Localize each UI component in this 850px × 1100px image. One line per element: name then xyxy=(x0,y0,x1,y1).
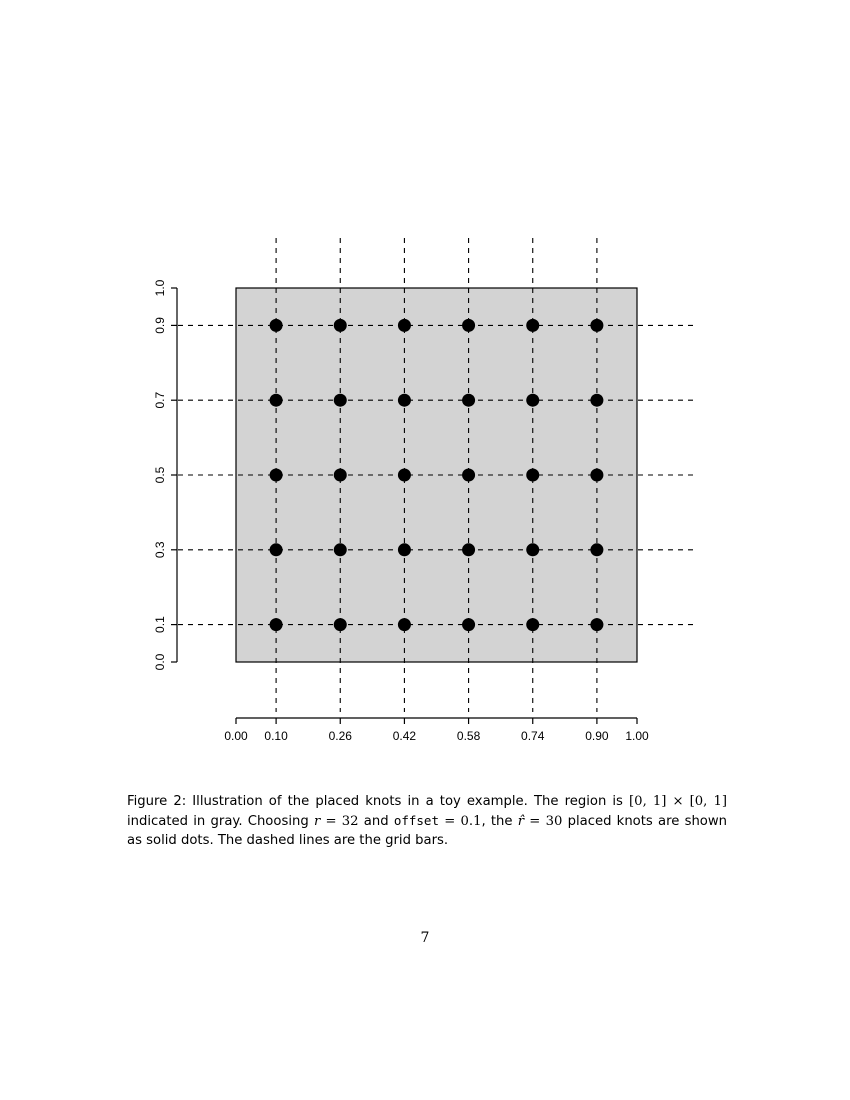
x-tick-label: 0.42 xyxy=(392,729,417,743)
caption-math-offset-value: = 0.1 xyxy=(438,814,482,829)
caption-math-rhat: r̂ xyxy=(517,814,525,829)
knot-dot xyxy=(462,469,475,482)
knot-dot xyxy=(270,543,283,556)
caption-text: placed knots are shown as solid dots. The dashed lines are the grid bars. xyxy=(127,814,728,848)
knot-dot xyxy=(526,394,539,407)
knot-dot xyxy=(526,618,539,631)
caption-code-offset: offset xyxy=(393,813,439,828)
caption-math-r: r xyxy=(313,814,321,829)
y-tick-label: 0.3 xyxy=(153,541,168,559)
y-tick-label: 0.9 xyxy=(153,317,168,334)
knot-dot xyxy=(334,469,347,482)
caption-math-region: [0, 1] × [0, 1] xyxy=(629,794,727,809)
gray-region xyxy=(236,288,637,662)
knot-dot xyxy=(270,319,283,332)
y-tick-label: 0.1 xyxy=(153,616,168,633)
x-tick-label: 0.74 xyxy=(521,729,545,743)
knot-dot xyxy=(334,543,347,556)
caption-math-rhat-value: = 30 xyxy=(524,814,563,829)
x-tick-label: 0.00 xyxy=(224,729,248,743)
x-tick-label: 1.00 xyxy=(625,729,649,743)
x-tick-label: 0.10 xyxy=(264,729,288,743)
knot-dot xyxy=(526,469,539,482)
knot-dot xyxy=(398,394,411,407)
x-axis xyxy=(224,718,649,743)
knot-dot xyxy=(398,618,411,631)
y-axis xyxy=(153,279,177,670)
knot-dot xyxy=(398,319,411,332)
knot-dot xyxy=(590,394,603,407)
knot-dot xyxy=(270,469,283,482)
knot-dot xyxy=(334,618,347,631)
knot-dot xyxy=(590,319,603,332)
knot-dot xyxy=(462,618,475,631)
knot-dot xyxy=(590,543,603,556)
caption-text: , the xyxy=(481,814,518,829)
x-tick-label: 0.90 xyxy=(585,729,609,743)
x-tick-label: 0.26 xyxy=(328,729,352,743)
knot-dot xyxy=(462,319,475,332)
y-tick-label: 1.0 xyxy=(153,279,168,297)
knot-dot xyxy=(334,394,347,407)
knot-dot xyxy=(270,618,283,631)
x-tick-label: 0.58 xyxy=(456,729,481,743)
knot-dot xyxy=(334,319,347,332)
caption-text: indicated in gray. Choosing xyxy=(127,814,314,829)
caption-math-r-value: = 32 xyxy=(320,814,359,829)
knot-dot xyxy=(462,543,475,556)
knot-dot xyxy=(462,394,475,407)
knot-dot xyxy=(526,543,539,556)
figure-caption xyxy=(127,792,727,850)
y-tick-label: 0.7 xyxy=(153,391,168,409)
knot-dot xyxy=(526,319,539,332)
knot-dot xyxy=(590,469,603,482)
knot-dot xyxy=(590,618,603,631)
y-tick-label: 0.0 xyxy=(153,653,168,671)
knot-dot xyxy=(270,394,283,407)
y-tick-label: 0.5 xyxy=(153,466,168,484)
page-number: 7 xyxy=(420,930,430,946)
caption-text: Figure 2: Illustration of the placed knots in a toy example. The region is xyxy=(127,794,630,809)
caption-text: and xyxy=(358,814,394,829)
knot-dot xyxy=(398,469,411,482)
knot-dot xyxy=(398,543,411,556)
